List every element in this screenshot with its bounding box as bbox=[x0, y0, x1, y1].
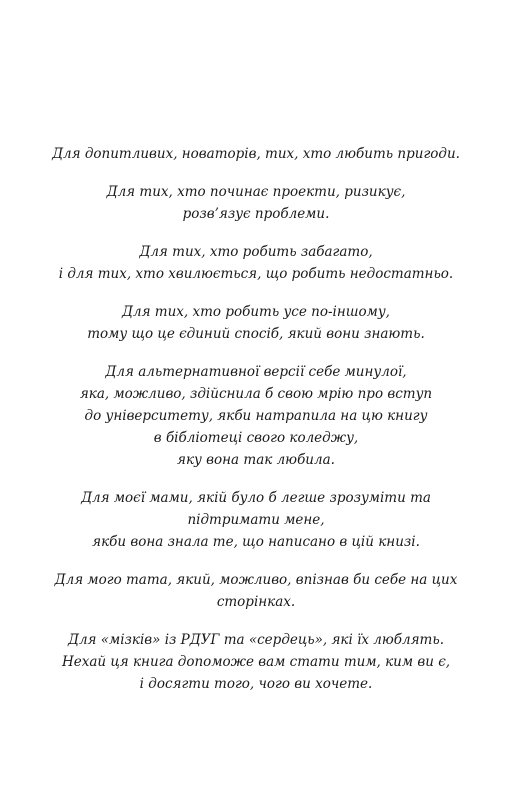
dedication-stanza bbox=[40, 487, 472, 553]
dedication-stanza bbox=[40, 629, 472, 695]
dedication-line: до університету, якби натрапила на цю книгу bbox=[84, 408, 428, 424]
dedication-line: підтримати мене, bbox=[187, 512, 325, 528]
dedication-line: сторінках. bbox=[216, 594, 296, 610]
dedication-line: Для допитливих, новаторів, тих, хто любить пригоди. bbox=[52, 146, 460, 162]
dedication-line: Нехай ця книга допоможе вам стати тим, ким ви є, bbox=[61, 654, 451, 670]
dedication-line: Для «мізків» із РДУГ та «сердець», які їх люблять. bbox=[67, 632, 445, 648]
dedication-line: Для тих, хто робить забагато, bbox=[139, 244, 373, 260]
dedication-line: в бібліотеці свого коледжу, bbox=[153, 430, 359, 446]
dedication-line: Для альтернативної версії себе минулої, bbox=[105, 364, 407, 380]
dedication-stanza bbox=[40, 569, 472, 613]
dedication-line: яку вона так любила. bbox=[177, 452, 335, 468]
dedication-line: Для тих, хто починає проекти, ризикує, bbox=[106, 184, 406, 200]
dedication-line: якби вона знала те, що написано в цій книзі. bbox=[92, 534, 420, 550]
dedication-line: Для моєї мами, якій було б легше зрозуміти та bbox=[81, 490, 431, 506]
dedication-line: Для мого тата, який, можливо, впізнав би себе на цих bbox=[54, 572, 458, 588]
dedication-line: розв’язує проблеми. bbox=[182, 206, 330, 222]
dedication-stanza bbox=[40, 361, 472, 471]
dedication-text bbox=[40, 143, 472, 711]
dedication-line: Для тих, хто робить усе по-іншому, bbox=[122, 304, 390, 320]
dedication-line: тому що це єдиний спосіб, який вони знають. bbox=[87, 326, 425, 342]
dedication-line: яка, можливо, здійснила б свою мрію про вступ bbox=[79, 386, 433, 402]
dedication-stanza bbox=[40, 143, 472, 165]
dedication-stanza bbox=[40, 181, 472, 225]
dedication-stanza bbox=[40, 301, 472, 345]
dedication-stanza bbox=[40, 241, 472, 285]
dedication-line: і досягти того, чого ви хочете. bbox=[139, 676, 373, 692]
dedication-line: і для тих, хто хвилюється, що робить недостатньо. bbox=[58, 266, 454, 282]
